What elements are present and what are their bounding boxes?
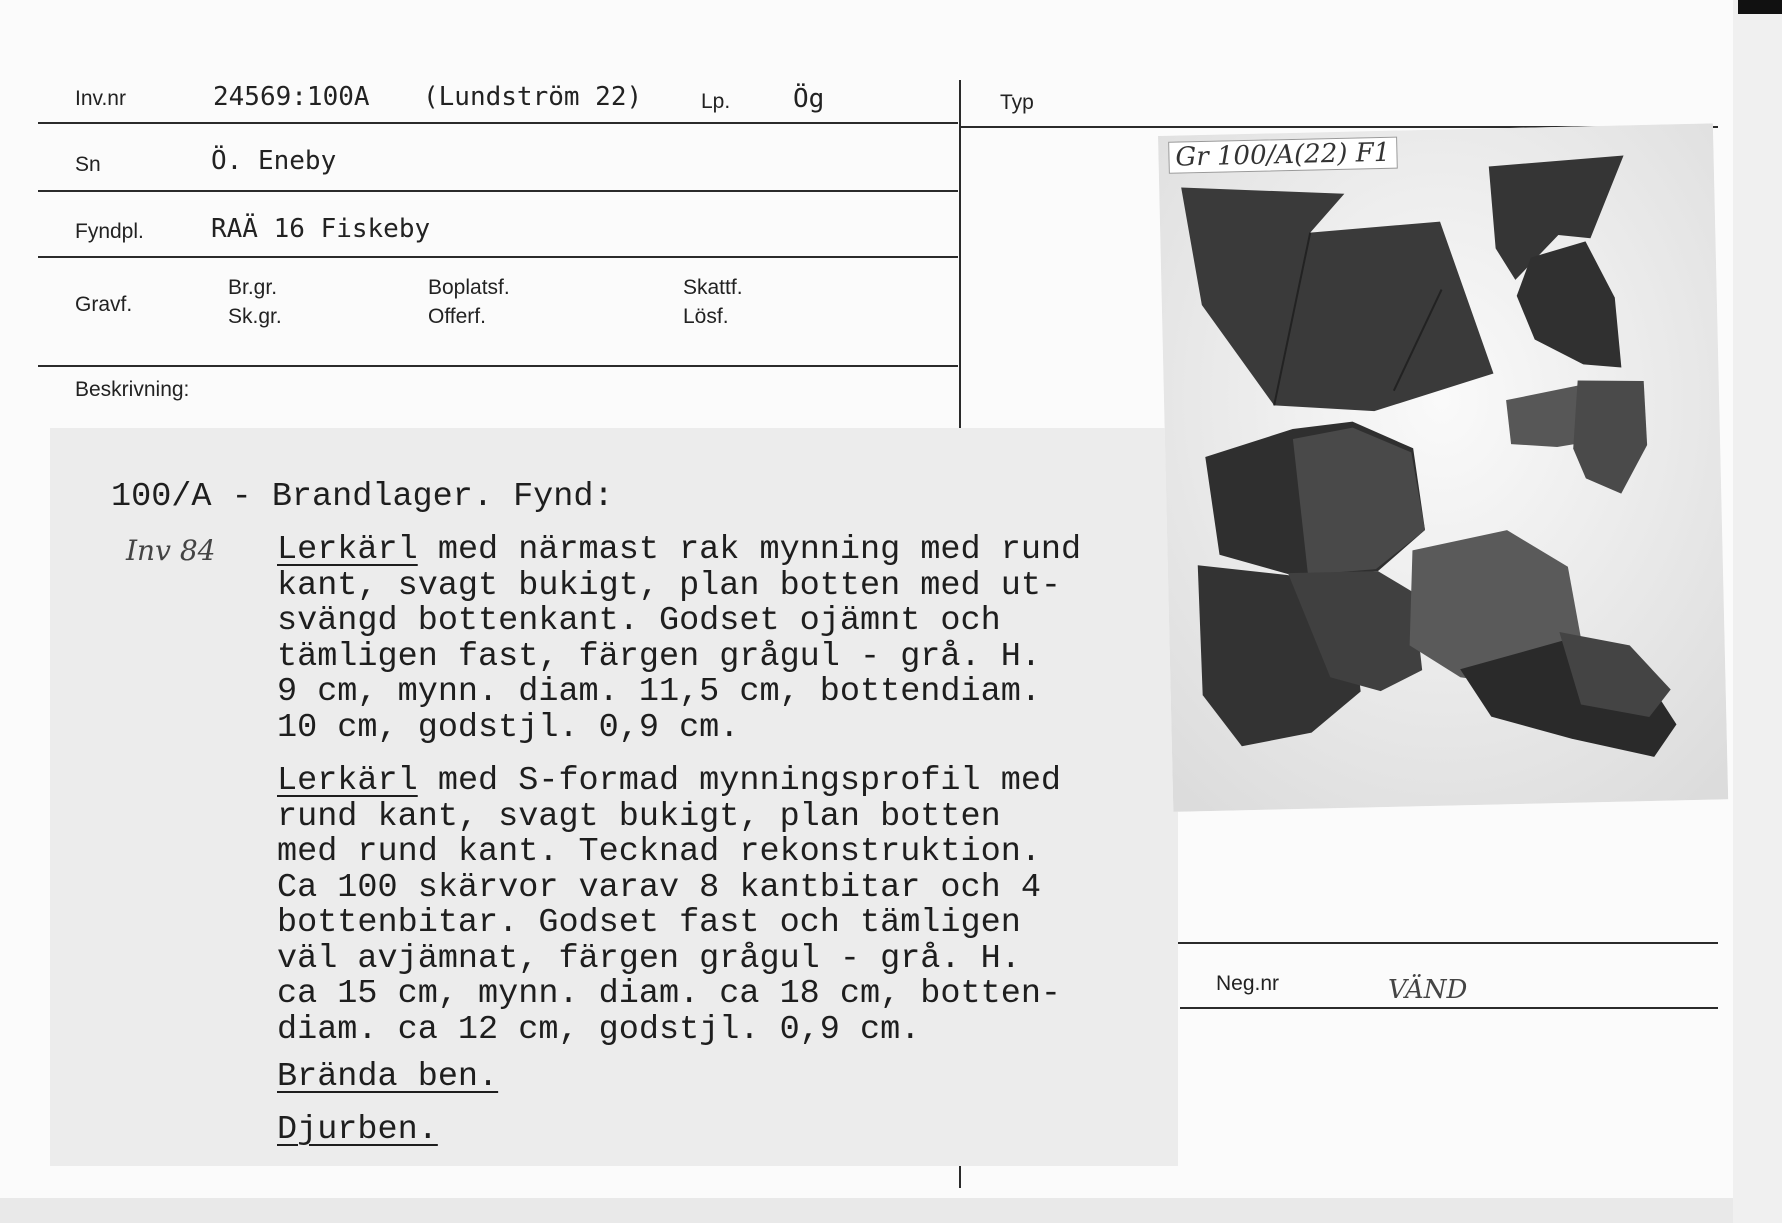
brgr-label: Br.gr. [228,276,278,299]
sn-value: Ö. Eneby [211,146,337,176]
photo-label: Gr 100/A(22) F1 [1168,137,1398,174]
sn-label: Sn [75,153,101,176]
rule-inv [38,122,958,124]
inv-nr-value: 24569:100A [213,82,370,112]
item-1-lead: Lerkärl [277,531,418,569]
boplatsf-label: Boplatsf. [428,276,510,299]
pottery-sherds-image [1158,123,1728,811]
inv-nr-note: (Lundström 22) [423,82,643,112]
card-right-edge [1733,0,1782,1223]
note-burnt-bones: Brända ben. [277,1058,499,1096]
rule-neg-bottom [1180,1007,1718,1009]
rule-gravf [38,365,958,367]
rule-neg-top [1158,942,1718,944]
rule-fyndpl [38,256,958,258]
lp-label: Lp. [701,90,731,113]
lp-value: Ög [793,84,825,114]
card-bottom-edge [0,1198,1782,1223]
fyndpl-value: RAÄ 16 Fiskeby [211,214,431,244]
item-2-lead: Lerkärl [277,762,418,800]
card-corner-shadow [1738,0,1782,14]
note-animal-bones: Djurben. [277,1111,438,1149]
inv-margin-note: Inv 84 [126,534,216,567]
skgr-label: Sk.gr. [228,305,282,328]
note-heading: 100/A - Brandlager. Fynd: [111,478,614,516]
beskrivning-label: Beskrivning: [75,378,190,401]
description-item-1: Lerkärl med närmast rak mynning med rund kant, svagt bukigt, plan botten med ut- svängd bottenkant. Godset ojämnt och tämligen fast, färgen grågul - grå. H. 9 cm, mynn. diam. 11,5 cm, bottendiam. 10 cm, godstjl. 0,9 cm. [277,531,1082,747]
vand-handwritten: VÄND [1388,975,1468,1005]
inv-nr-label: Inv.nr [75,87,126,110]
gravf-label: Gravf. [75,293,133,316]
losf-label: Lösf. [683,305,729,328]
typ-label: Typ [1000,91,1034,114]
offerf-label: Offerf. [428,305,486,328]
sherd-photograph [1158,123,1728,811]
neg-nr-label: Neg.nr [1216,972,1280,995]
skattf-label: Skattf. [683,276,743,299]
fyndpl-label: Fyndpl. [75,220,144,243]
description-item-2: Lerkärl med S-formad mynningsprofil med rund kant, svagt bukigt, plan botten med rund kant. Tecknad rekonstruktion. Ca 100 skärvor varav 8 kantbitar och 4 bottenbitar. Godset fast och tämligen väl avjämnat, färgen grågul - grå. H. ca 15 cm, mynn. diam. ca 18 cm, botten- diam. ca 12 cm, godstjl. 0,9 cm. [277,762,1062,1049]
rule-sn [38,190,958,192]
